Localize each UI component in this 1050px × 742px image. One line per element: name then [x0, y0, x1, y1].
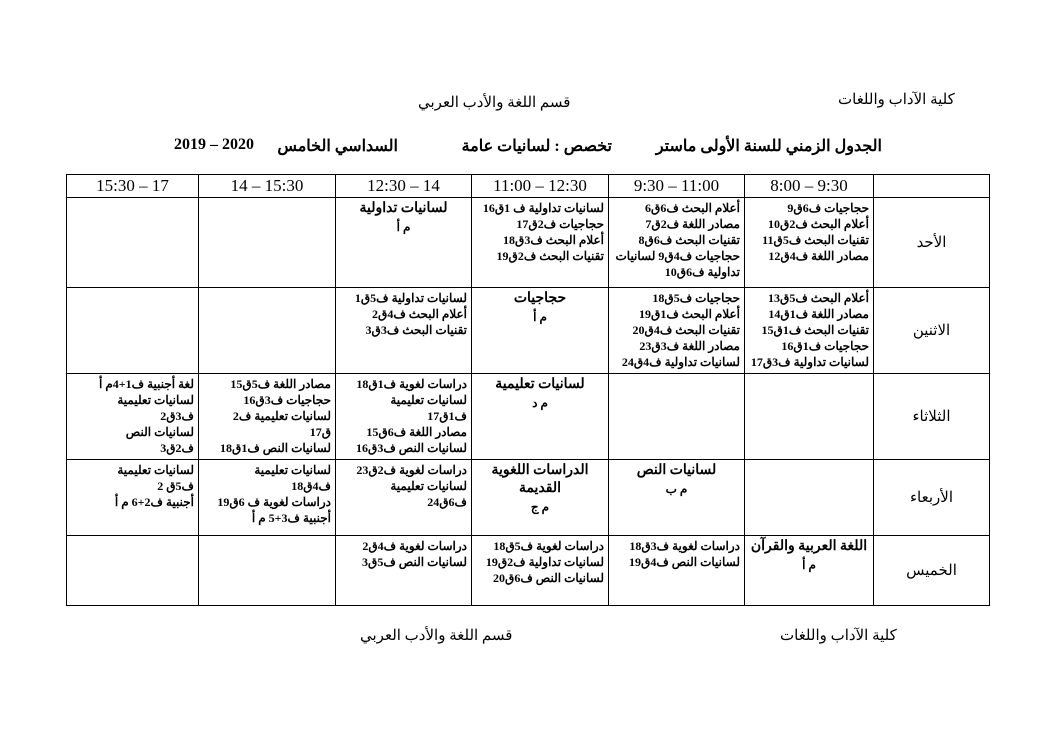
session-line: حجاجيات ف2ق17: [516, 217, 604, 231]
lecture-line: م أ: [802, 558, 816, 572]
schedule-cell: [745, 288, 874, 374]
lecture-line: م ب: [665, 482, 688, 496]
day-name-cell: الاثنين: [874, 288, 990, 374]
session-line: لسانيات تعليمية: [390, 479, 467, 493]
specialty-label: تخصص : لسانيات عامة: [461, 138, 612, 155]
schedule-cell: [472, 536, 609, 606]
day-row: [67, 374, 990, 460]
session-line: دراسات لغوية ف1ق18: [356, 377, 467, 391]
session-line: لسانيات تداولية ف4ق24: [621, 355, 740, 369]
session-line: لسانيات تعليمية: [117, 393, 194, 407]
session-line: تقنيات البحث ف1ق15: [761, 323, 869, 337]
schedule-cell: [67, 460, 199, 536]
session-line: لسانيات النص ف4ق19: [629, 555, 740, 569]
schedule-cell: [336, 536, 472, 606]
timetable: [66, 174, 990, 606]
session-list: [613, 290, 740, 370]
schedule-cell: [745, 460, 874, 536]
lecture-line: القديمة: [518, 481, 562, 496]
session-line: ف3ق2: [160, 409, 194, 423]
lecture-line: م أ: [396, 220, 411, 234]
footer-department-name: قسم اللغة والأدب العربي: [360, 628, 513, 644]
schedule-cell: [745, 198, 874, 288]
session-line: لسانيات النص ف6ق20: [493, 571, 604, 585]
session-line: تقنيات البحث ف6ق8: [638, 233, 740, 247]
session-list: [476, 200, 604, 264]
session-line: ف1ق17: [427, 409, 467, 423]
schedule-cell: [472, 198, 609, 288]
session-line: حجاجيات ف6ق9: [787, 201, 869, 215]
session-list: [749, 200, 869, 264]
session-line: لسانيات تعليمية: [117, 463, 194, 477]
session-line: أعلام البحث ف2ق10: [768, 217, 869, 231]
session-list: [71, 462, 194, 510]
lecture-block: [476, 462, 604, 516]
session-line: دراسات لغوية ف 6ق19: [217, 495, 331, 509]
schedule-cell: [199, 198, 336, 288]
session-line: أعلام البحث ف4ق2: [372, 307, 467, 321]
session-line: أعلام البحث ف6ق6: [645, 201, 740, 215]
session-line: أجنبية ف2+6 م أ: [114, 495, 194, 509]
session-line: دراسات لغوية ف2ق23: [356, 463, 467, 477]
schedule-cell: [472, 460, 609, 536]
timetable-body: [67, 198, 990, 606]
session-list: [340, 376, 467, 456]
session-line: حجاجيات ف3ق16: [243, 393, 331, 407]
schedule-cell: [336, 374, 472, 460]
session-list: [340, 290, 467, 338]
session-line: لسانيات تداولية ف3ق17: [750, 355, 869, 369]
lecture-line: لسانيات تداولية: [359, 201, 448, 216]
schedule-cell: [67, 288, 199, 374]
schedule-cell: [745, 536, 874, 606]
lecture-block: [613, 462, 740, 498]
schedule-cell: [199, 460, 336, 536]
lecture-line: اللغة العربية والقرآن: [750, 539, 868, 554]
lecture-line: لسانيات تعليمية: [495, 377, 585, 392]
session-line: مصادر اللغة ف3ق23: [639, 339, 740, 353]
time-header-row: [67, 175, 990, 198]
schedule-cell: [609, 460, 745, 536]
session-line: لسانيات تداولية ف2ق19: [485, 555, 604, 569]
session-list: [340, 462, 467, 510]
session-line: أعلام البحث ف5ق13: [768, 291, 869, 305]
time-slot-header: 14 – 15:30: [199, 175, 336, 198]
session-line: مصادر اللغة ف4ق12: [768, 249, 869, 263]
session-list: [613, 538, 740, 570]
session-line: مصادر اللغة ف1ق14: [768, 307, 869, 321]
session-line: ف2ق3: [160, 441, 194, 455]
schedule-cell: [609, 288, 745, 374]
session-line: تداولية ف6ق10: [664, 265, 740, 279]
schedule-cell: [472, 288, 609, 374]
schedule-cell: [67, 536, 199, 606]
day-name-cell: الأربعاء: [874, 460, 990, 536]
session-line: تقنيات البحث ف4ق20: [632, 323, 740, 337]
session-line: أجنبية ف3+5 م أ: [251, 511, 331, 525]
session-line: تقنيات البحث ف3ق3: [365, 323, 467, 337]
session-line: لسانيات النص: [125, 425, 194, 439]
schedule-title: الجدول الزمني للسنة الأولى ماستر: [655, 138, 882, 155]
session-line: مصادر اللغة ف5ق15: [230, 377, 331, 391]
time-slot-header: 12:30 – 14: [336, 175, 472, 198]
session-list: [613, 200, 740, 280]
semester-label: السداسي الخامس: [277, 138, 398, 155]
session-line: دراسات لغوية ف4ق2: [362, 539, 467, 553]
session-line: لسانيات النص ف1ق18: [220, 441, 331, 455]
academic-year: 2019 – 2020: [174, 136, 254, 153]
session-line: لسانيات تعليمية ف2: [232, 409, 331, 423]
schedule-cell: [199, 288, 336, 374]
lecture-line: الدراسات اللغوية: [491, 463, 589, 478]
time-slot-header: 9:30 – 11:00: [609, 175, 745, 198]
schedule-cell: [199, 536, 336, 606]
session-line: تقنيات البحث ف5ق11: [762, 233, 869, 247]
lecture-block: [749, 538, 869, 574]
lecture-line: لسانيات النص: [636, 463, 717, 478]
session-line: حجاجيات ف4ق9 لسانيات: [615, 249, 740, 263]
session-list: [476, 538, 604, 586]
session-line: حجاجيات ف1ق16: [781, 339, 869, 353]
session-line: أعلام البحث ف3ق18: [503, 233, 604, 247]
lecture-block: [476, 290, 604, 326]
session-list: [71, 376, 194, 456]
session-list: [203, 376, 331, 456]
footer-faculty-name: كلية الآداب واللغات: [780, 628, 897, 644]
session-line: تقنيات البحث ف2ق19: [496, 249, 604, 263]
day-name-cell: الثلاثاء: [874, 374, 990, 460]
day-row: [67, 536, 990, 606]
session-list: [203, 462, 331, 526]
time-slot-header: 11:00 – 12:30: [472, 175, 609, 198]
session-list: [340, 538, 467, 570]
session-line: ق17: [309, 425, 331, 439]
schedule-cell: [745, 374, 874, 460]
schedule-cell: [609, 198, 745, 288]
department-name: قسم اللغة والأدب العربي: [418, 95, 571, 111]
day-row: [67, 198, 990, 288]
session-line: لسانيات تداولية ف 1ق16: [482, 201, 604, 215]
session-line: ف4ق18: [291, 479, 331, 493]
session-line: دراسات لغوية ف3ق18: [629, 539, 740, 553]
lecture-line: م ج: [530, 500, 550, 514]
schedule-cell: [609, 374, 745, 460]
lecture-block: [476, 376, 604, 412]
session-list: [749, 290, 869, 370]
time-slot-header: 15:30 – 17: [67, 175, 199, 198]
session-line: ف5ق 2: [157, 479, 194, 493]
schedule-cell: [199, 374, 336, 460]
schedule-cell: [336, 198, 472, 288]
day-name-cell: الخميس: [874, 536, 990, 606]
session-line: لسانيات تداولية ف5ق1: [354, 291, 467, 305]
session-line: ف6ق24: [427, 495, 467, 509]
schedule-cell: [67, 198, 199, 288]
session-line: لسانيات تعليمية: [254, 463, 331, 477]
schedule-cell: [472, 374, 609, 460]
faculty-name: كلية الآداب واللغات: [838, 92, 955, 108]
session-line: لغة أجنبية ف1+4م أ: [99, 377, 194, 391]
lecture-line: م أ: [533, 310, 547, 324]
day-name-cell: الأحد: [874, 198, 990, 288]
schedule-title-line: [170, 136, 882, 158]
lecture-line: حجاجيات: [513, 291, 567, 306]
session-line: مصادر اللغة ف2ق7: [645, 217, 740, 231]
session-line: لسانيات النص ف3ق16: [356, 441, 467, 455]
day-row: [67, 460, 990, 536]
session-line: أعلام البحث ف1ق19: [639, 307, 740, 321]
corner-cell: [874, 175, 990, 198]
session-line: لسانيات تعليمية: [390, 393, 467, 407]
session-line: دراسات لغوية ف5ق18: [493, 539, 604, 553]
day-row: [67, 288, 990, 374]
lecture-line: م د: [532, 396, 548, 410]
lecture-block: [340, 200, 467, 236]
session-line: حجاجيات ف5ق18: [652, 291, 740, 305]
session-line: لسانيات النص ف5ق3: [362, 555, 467, 569]
schedule-cell: [336, 460, 472, 536]
schedule-cell: [609, 536, 745, 606]
session-line: مصادر اللغة ف6ق15: [366, 425, 467, 439]
schedule-cell: [336, 288, 472, 374]
time-slot-header: 8:00 – 9:30: [745, 175, 874, 198]
schedule-cell: [67, 374, 199, 460]
